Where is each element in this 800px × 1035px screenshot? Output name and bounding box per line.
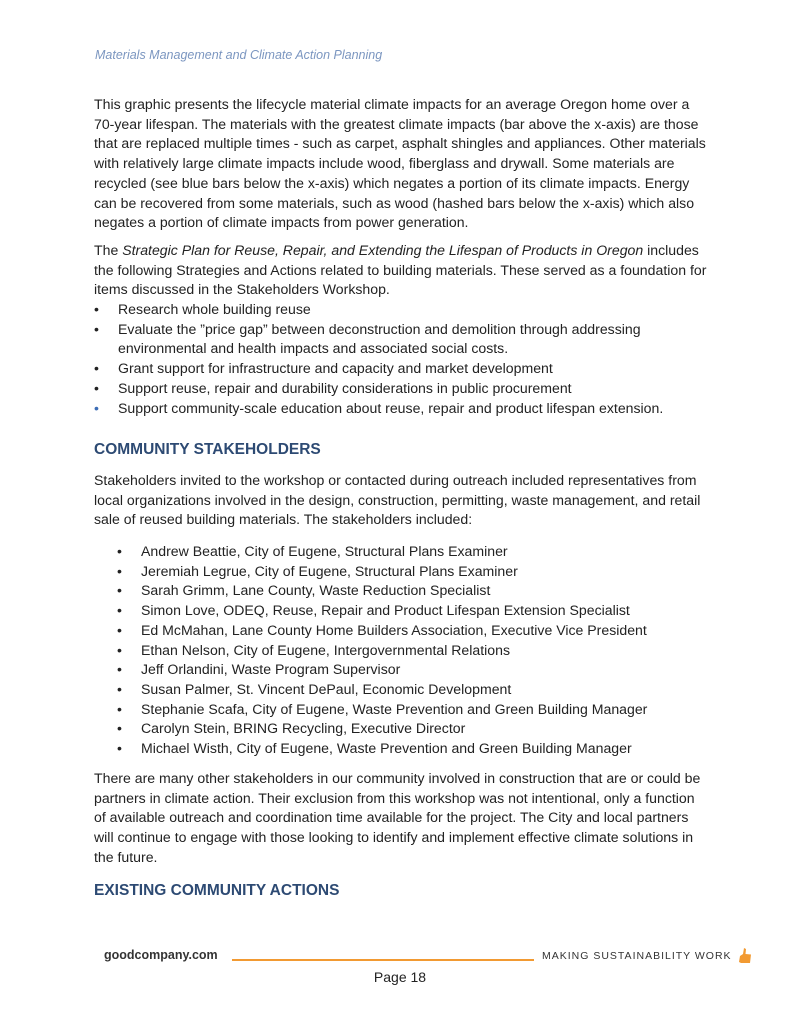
list-item xyxy=(94,320,708,359)
bullet: • xyxy=(117,700,122,717)
list-item xyxy=(94,621,708,641)
list-item xyxy=(94,739,708,759)
strategy-list xyxy=(94,300,708,418)
bullet: • xyxy=(117,680,122,697)
list-item-text: Research whole building reuse xyxy=(118,301,311,318)
list-item-text: Jeremiah Legrue, City of Eugene, Structural Plans Examiner xyxy=(141,562,518,579)
bullet: • xyxy=(117,641,122,658)
bullet: • xyxy=(94,379,99,396)
list-item xyxy=(94,601,708,621)
list-item xyxy=(94,399,708,419)
intro-paragraph: This graphic presents the lifecycle material climate impacts for an average Oregon home over a 70-year lifespan. The materials with the greatest climate impacts (bar above the x-axis) are those that are replaced multiple times - such as carpet, asphalt shingles and appliances. Other materials with relatively large climate impacts include wood, fiberglass and drywall. Some materials are recycled (see blue bars below the x-axis) which negates a portion of its climate impacts. Energy can be recovered from some materials, such as wood (hashed bars below the x-axis) which also negates a portion of climate impacts from power generation. xyxy=(94,96,706,231)
stakeholders-closing: There are many other stakeholders in our community involved in construction that are or could be partners in climate action. Their exclusion from this workshop was not intentional, only a function of available outreach and coordination time available for the project. The City and local partners will continue to engage with those looking to identify and implement effective climate solutions in the future. xyxy=(94,769,701,865)
list-item xyxy=(94,300,708,320)
text: The xyxy=(94,241,123,258)
section-heading-stakeholders: COMMUNITY STAKEHOLDERS xyxy=(94,441,321,459)
list-item xyxy=(94,680,708,700)
list-item-text: Simon Love, ODEQ, Reuse, Repair and Product Lifespan Extension Specialist xyxy=(141,602,630,619)
bullet: • xyxy=(94,301,99,318)
list-item xyxy=(94,359,708,379)
bullet: • xyxy=(94,360,99,377)
page-footer xyxy=(104,948,754,968)
bullet: • xyxy=(94,320,99,337)
text: includes the following Strategies and Actions related to building materials. These served as a foundation for items discussed in the Stakeholders Workshop. xyxy=(94,241,707,298)
list-item-text: Michael Wisth, City of Eugene, Waste Prevention and Green Building Manager xyxy=(141,740,632,757)
bullet: • xyxy=(117,602,122,619)
strategic-plan-paragraph xyxy=(94,241,708,300)
list-item-text: Support reuse, repair and durability considerations in public procurement xyxy=(118,379,572,396)
list-item-text: Sarah Grimm, Lane County, Waste Reduction Specialist xyxy=(141,582,491,599)
page-body xyxy=(94,95,708,912)
bullet: • xyxy=(117,562,122,579)
list-item-text: Jeff Orlandini, Waste Program Supervisor xyxy=(141,661,401,678)
list-item-text: Carolyn Stein, BRING Recycling, Executive Director xyxy=(141,720,466,737)
list-item xyxy=(94,542,708,562)
running-header: Materials Management and Climate Action Planning xyxy=(95,48,383,62)
list-item-text: Ed McMahan, Lane County Home Builders Association, Executive Vice President xyxy=(141,621,647,638)
list-item xyxy=(94,660,708,680)
bullet: • xyxy=(94,399,99,416)
list-item xyxy=(94,700,708,720)
list-item-text: Support community-scale education about reuse, repair and product lifespan extension. xyxy=(118,399,664,416)
list-item-text: Ethan Nelson, City of Eugene, Intergovernmental Relations xyxy=(141,641,510,658)
footer-tagline: MAKING SUSTAINABILITY WORK xyxy=(542,950,732,962)
bullet: • xyxy=(117,621,122,638)
bullet: • xyxy=(117,740,122,757)
stakeholders-intro: Stakeholders invited to the workshop or contacted during outreach included representatives from local organizations involved in the design, construction, permitting, waste management, and retail sale of reused building materials. The stakeholders included: xyxy=(94,471,701,528)
bullet: • xyxy=(117,720,122,737)
list-item-text: Susan Palmer, St. Vincent DePaul, Economic Development xyxy=(141,680,512,697)
footer-site: goodcompany.com xyxy=(104,948,218,962)
list-item-text: Grant support for infrastructure and capacity and market development xyxy=(118,360,553,377)
page-number: Page 18 xyxy=(373,969,427,985)
bullet: • xyxy=(117,543,122,560)
list-item xyxy=(94,641,708,661)
footer-rule xyxy=(232,959,534,961)
list-item-text: Evaluate the ”price gap” between deconstruction and demolition through addressing environmental and health impacts and associated social costs. xyxy=(118,320,641,357)
stakeholder-list xyxy=(94,542,708,759)
bullet: • xyxy=(117,582,122,599)
thumbs-up-icon xyxy=(738,948,752,964)
list-item-text: Andrew Beattie, City of Eugene, Structural Plans Examiner xyxy=(141,543,508,560)
list-item-text: Stephanie Scafa, City of Eugene, Waste Prevention and Green Building Manager xyxy=(141,700,648,717)
list-item xyxy=(94,581,708,601)
section-heading-existing-actions: EXISTING COMMUNITY ACTIONS xyxy=(94,882,340,900)
list-item xyxy=(94,719,708,739)
plan-title: Strategic Plan for Reuse, Repair, and Extending the Lifespan of Products in Oregon xyxy=(122,241,644,258)
bullet: • xyxy=(117,661,122,678)
list-item xyxy=(94,562,708,582)
list-item xyxy=(94,379,708,399)
